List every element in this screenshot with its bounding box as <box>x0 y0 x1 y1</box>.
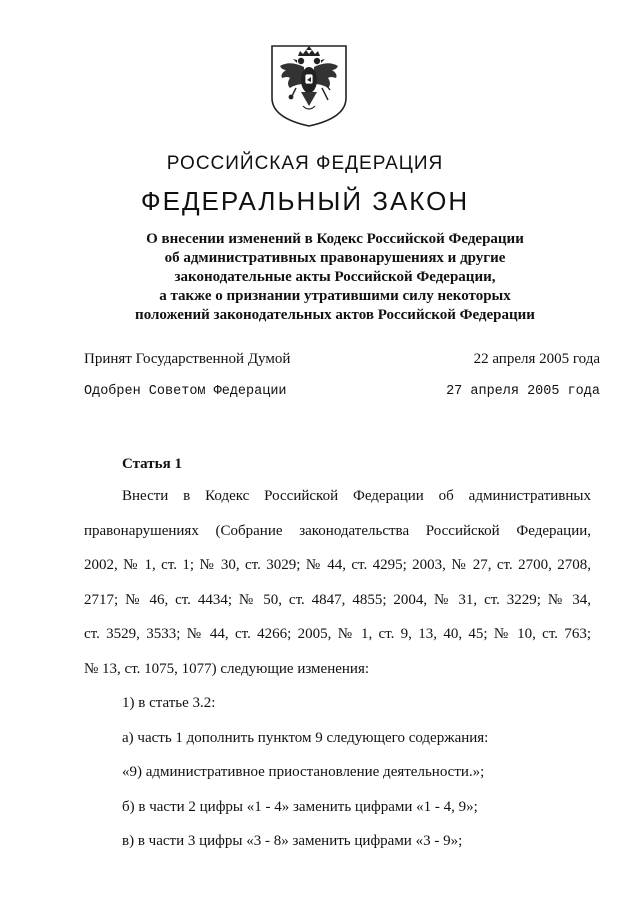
law-title-line: О внесении изменений в Кодекс Российской Федерации <box>146 231 524 247</box>
law-title-line: об административных правонарушениях и другие <box>164 250 506 266</box>
article-line: «9) административное приостановление деятельности.»; <box>122 764 485 780</box>
article-line: 2717; № 46, ст. 4434; № 50, ст. 4847, 4855; 2004, № 31, ст. 3229; № 34, <box>84 591 591 608</box>
law-title-line: положений законодательных актов Российской Федерации <box>135 307 535 323</box>
article-line: Внести в Кодекс Российской Федерации об административных <box>122 488 591 504</box>
article-line: б) в части 2 цифры «1 - 4» заменить цифрами «1 - 4, 9»; <box>122 798 478 815</box>
adoption-duma-date: 22 апреля 2005 года <box>473 351 600 367</box>
country-name: РОССИЙСКАЯ ФЕДЕРАЦИЯ <box>166 153 444 174</box>
law-title-line: законодательные акты Российской Федерации, <box>174 269 496 285</box>
article-line: а) часть 1 дополнить пунктом 9 следующего содержания: <box>122 729 489 746</box>
law-title <box>100 230 570 325</box>
article-line: в) в части 3 цифры «3 - 8» заменить цифрами «3 - 9»; <box>122 833 463 849</box>
adoption-duma-label: Принят Государственной Думой <box>84 351 291 367</box>
document-type: ФЕДЕРАЛЬНЫЙ ЗАКОН <box>140 186 470 216</box>
article-line: 1) в статье 3.2: <box>122 695 216 711</box>
article-heading: Статья 1 <box>122 456 182 472</box>
article-line: ст. 3529, 3533; № 44, ст. 4266; 2005, № 1, ст. 9, 13, 40, 45; № 10, ст. 763; <box>84 626 591 642</box>
article-line: правонарушениях (Собрание законодательства Российской Федерации, <box>84 522 591 539</box>
coat-of-arms-emblem <box>268 40 350 128</box>
adoption-council-label: Одобрен Советом Федерации <box>84 384 287 399</box>
article-line: 2002, № 1, ст. 1; № 30, ст. 3029; № 44, ст. 4295; 2003, № 27, ст. 2700, 2708, <box>84 557 591 573</box>
adoption-council-date: 27 апреля 2005 года <box>446 384 600 399</box>
article-body <box>84 483 591 863</box>
article-line: № 13, ст. 1075, 1077) следующие изменения: <box>84 660 370 677</box>
law-title-line: а также о признании утратившими силу некоторых <box>159 288 511 304</box>
